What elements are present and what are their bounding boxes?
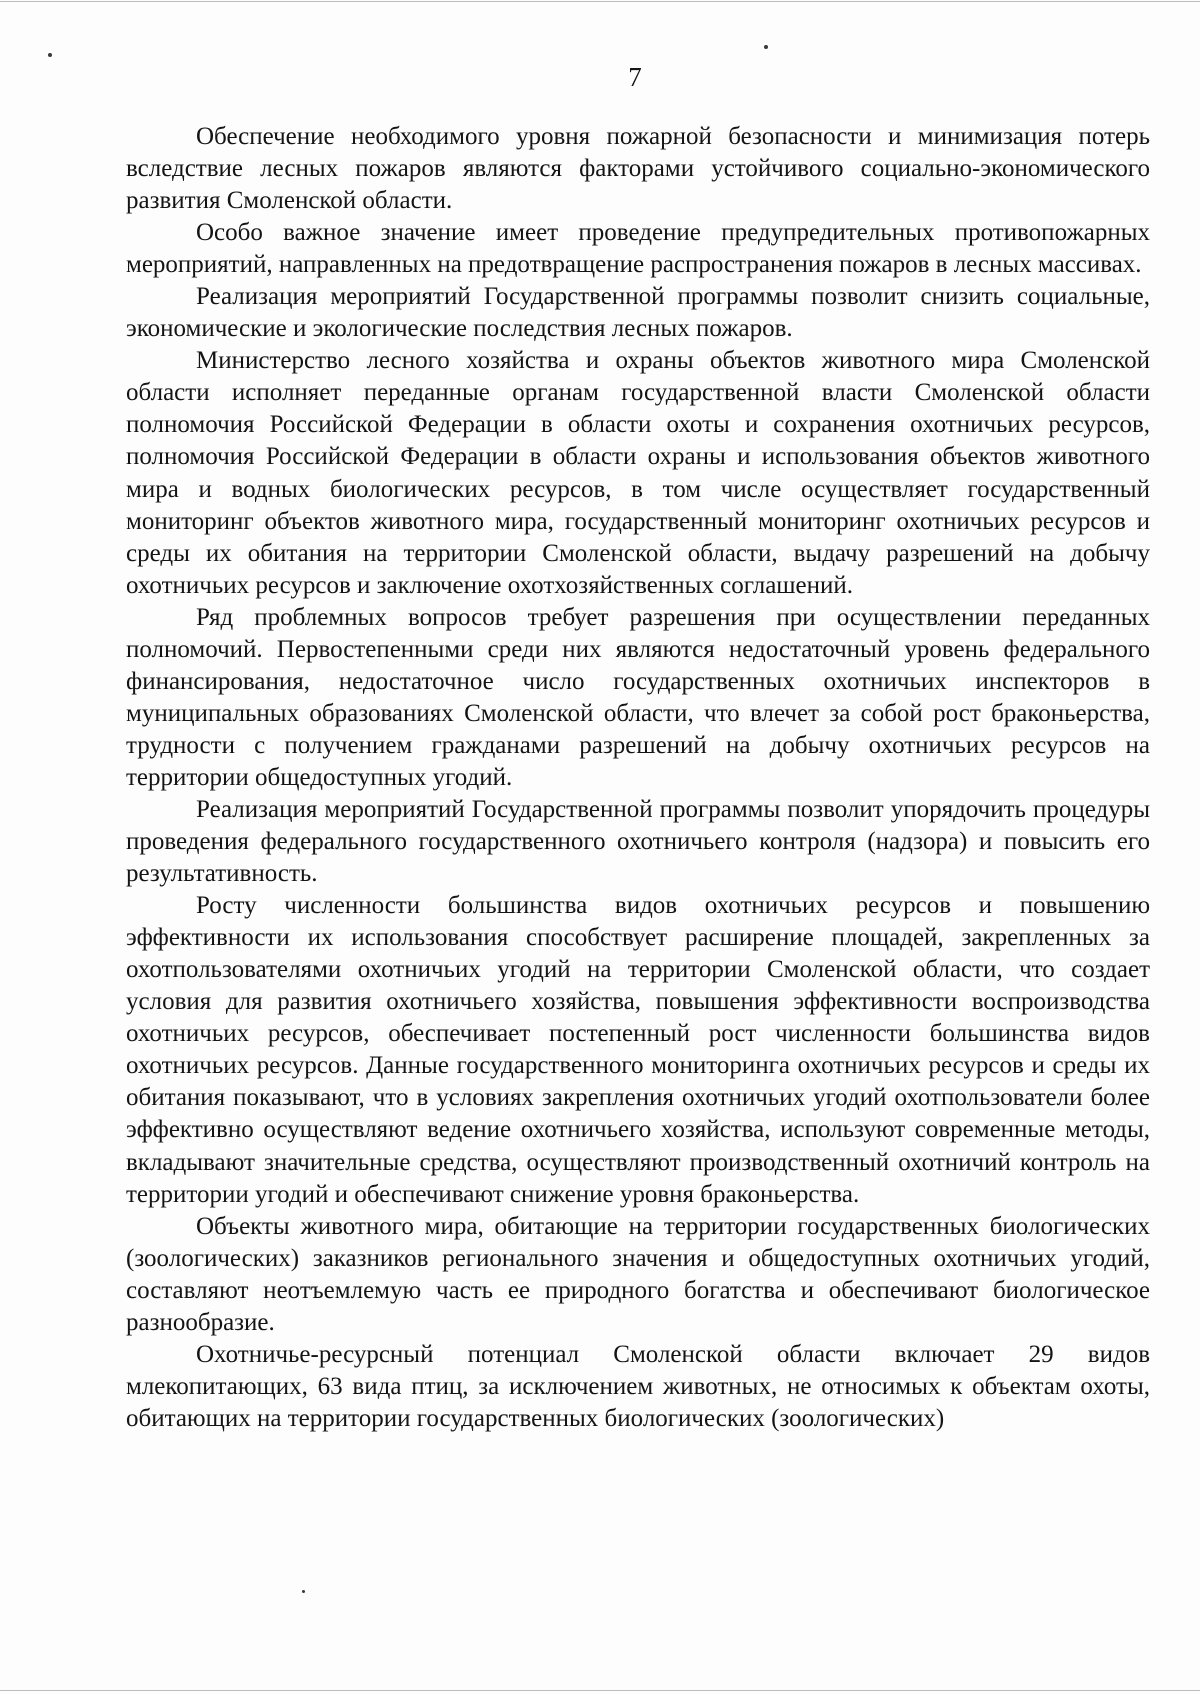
paragraph: Реализация мероприятий Государственной программы позволит снизить социальные, экономические и экологические последствия лесных пожаров. [126, 283, 1150, 343]
scan-edge-bottom [0, 1690, 1200, 1691]
paragraph: Реализация мероприятий Государственной программы позволит упорядочить процедуры проведения федерального государственного охотничьего контроля (надзора) и повысить его результативность. [126, 795, 1150, 888]
scan-speck [764, 45, 768, 49]
paragraph: Особо важное значение имеет проведение предупредительных противопожарных мероприятий, направленных на предотвращение распространения пожаров в лесных массивах. [126, 219, 1150, 279]
paragraph: Объекты животного мира, обитающие на территории государственных биологических (зоологических) заказников регионального значения и общедоступных охотничьих угодий, составляют неотъемлемую часть ее природного богатства и обеспечивают биологическое разнообразие. [126, 1212, 1150, 1336]
paragraph: Ряд проблемных вопросов требует разрешения при осуществлении переданных полномочий. Первостепенными среди них являются недостаточный уровень федерального финансирования, недостаточное число государственных охотничьих инспекторов в муниципальных образованиях Смоленской области, что влечет за собой рост браконьерства, трудности с получением гражданами разрешений на добычу охотничьих ресурсов на территории общедоступных угодий. [126, 603, 1150, 791]
paragraph: Обеспечение необходимого уровня пожарной безопасности и минимизация потерь вследствие лесных пожаров являются факторами устойчивого социально-экономического развития Смоленской области. [126, 123, 1150, 215]
page-number: 7 [628, 62, 642, 92]
paragraph: Охотничье-ресурсный потенциал Смоленской области включает 29 видов млекопитающих, 63 вида птиц, за исключением животных, не относимых к объектам охоты, обитающих на территории государственных биологических (зоологических) [126, 1340, 1150, 1432]
scan-edge-top [0, 1, 1200, 2]
document-body [126, 121, 1150, 1435]
scan-speck [302, 1590, 305, 1593]
scan-speck [48, 53, 52, 57]
paragraph: Росту численности большинства видов охотничьих ресурсов и повышению эффективности их использования способствует расширение площадей, закрепленных за охотпользователями охотничьих угодий на территории Смоленской области, что создает условия для развития охотничьего хозяйства, повышения эффективности воспроизводства охотничьих ресурсов, обеспечивает постепенный рост численности большинства видов охотничьих ресурсов. Данные государственного мониторинга охотничьих ресурсов и среды их обитания показывают, что в условиях закрепления охотничьих угодий охотпользователи более эффективно осуществляют ведение охотничьего хозяйства, используют современные методы, вкладывают значительные средства, осуществляют производственный охотничий контроль на территории угодий и обеспечивают снижение уровня браконьерства. [126, 892, 1150, 1208]
paragraph: Министерство лесного хозяйства и охраны объектов животного мира Смоленской области исполняет переданные органам государственной власти Смоленской области полномочия Российской Федерации в области охоты и сохранения охотничьих ресурсов, полномочия Российской Федерации в области охраны и использования объектов животного мира и водных биологических ресурсов, в том числе осуществляет государственный мониторинг объектов животного мира, государственный мониторинг охотничьих ресурсов и среды их обитания на территории Смоленской области, выдачу разрешений на добычу охотничьих ресурсов и заключение охотхозяйственных соглашений. [126, 347, 1150, 599]
